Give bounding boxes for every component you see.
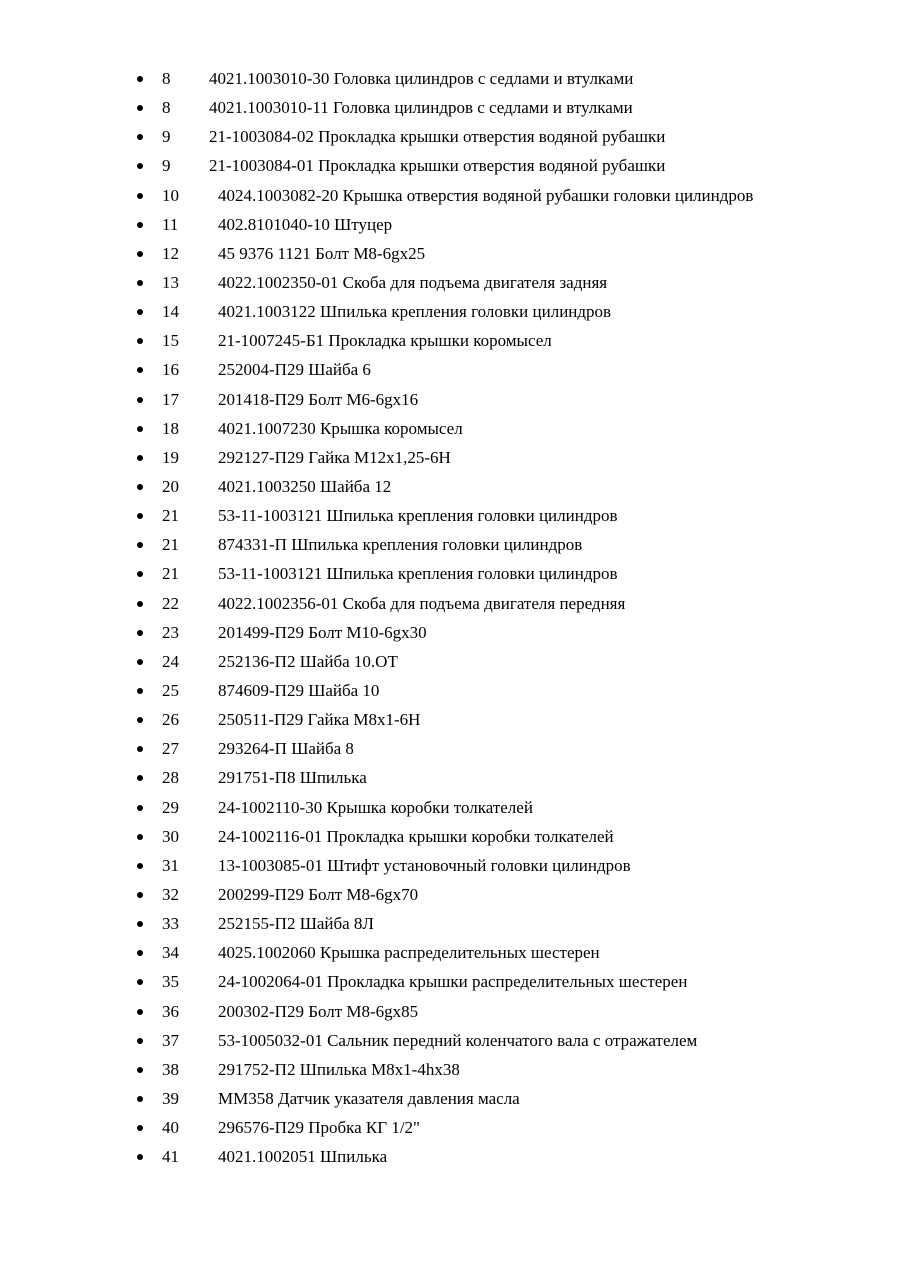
item-description: 4021.1002051 Шпилька [218,1147,388,1167]
bullet-icon [137,513,143,519]
list-item [0,676,906,705]
list-item [0,909,906,938]
item-number: 28 [162,768,179,788]
item-description: 201418-П29 Болт М6-6gх16 [218,389,419,409]
bullet-icon [137,426,143,432]
bullet-icon [137,688,143,694]
list-item [0,210,906,239]
list-item [0,414,906,443]
list-item [0,559,906,588]
list-item [0,472,906,501]
parts-list [0,64,906,1171]
item-description: 4022.1002350-01 Скоба для подъема двигателя задняя [218,272,608,292]
item-number: 23 [162,622,179,642]
list-item [0,151,906,180]
list-item [0,618,906,647]
list-item [0,1055,906,1084]
bullet-icon [137,455,143,461]
item-description: 13-1003085-01 Штифт установочный головки цилиндров [218,855,631,875]
item-description: ММ358 Датчик указателя давления масла [218,1088,520,1108]
list-item [0,967,906,996]
bullet-icon [137,746,143,752]
bullet-icon [137,775,143,781]
item-number: 8 [162,69,171,88]
item-description: 291752-П2 Шпилька М8х1-4hх38 [218,1059,460,1079]
bullet-icon [137,1096,143,1102]
bullet-icon [137,1125,143,1131]
item-description: 24-1002116-01 Прокладка крышки коробки толкателей [218,826,614,846]
list-item [0,501,906,530]
item-description: 293264-П Шайба 8 [218,739,354,759]
bullet-icon [137,367,143,373]
item-number: 21 [162,564,179,584]
list-item [0,1113,906,1142]
item-description: 874609-П29 Шайба 10 [218,680,380,700]
item-number: 19 [162,447,179,467]
item-description: 4021.1003010-11 Головка цилиндров с седлами и втулками [209,98,633,118]
item-description: 45 9376 1121 Болт М8-6gх25 [218,243,426,263]
bullet-icon [137,921,143,927]
item-description: 4024.1003082-20 Крышка отверстия водяной рубашки головки цилиндров [218,185,754,205]
bullet-icon [137,863,143,869]
item-number: 40 [162,1118,179,1138]
item-number: 10 [162,185,179,205]
item-number: 8 [162,98,171,118]
item-number: 33 [162,914,179,934]
bullet-icon [137,309,143,315]
item-number: 32 [162,884,179,904]
bullet-icon [137,1009,143,1015]
item-description: 250511-П29 Гайка М8х1-6Н [218,710,421,730]
item-number: 16 [162,360,179,380]
item-description: 53-1005032-01 Сальник передний коленчатого вала с отражателем [218,1030,698,1050]
item-description: 200299-П29 Болт М8-6gх70 [218,884,419,904]
bullet-icon [137,659,143,665]
item-number: 11 [162,214,179,234]
bullet-icon [137,76,143,82]
list-item [0,763,906,792]
bullet-icon [137,834,143,840]
list-item [0,880,906,909]
list-item [0,1142,906,1171]
bullet-icon [137,397,143,403]
list-item [0,64,906,93]
item-number: 12 [162,243,179,263]
bullet-icon [137,193,143,199]
item-number: 21 [162,535,179,555]
item-number: 35 [162,972,179,992]
bullet-icon [137,601,143,607]
item-description: 292127-П29 Гайка М12х1,25-6Н [218,447,451,467]
bullet-icon [137,717,143,723]
list-item [0,705,906,734]
item-number: 36 [162,1001,179,1021]
list-item [0,181,906,210]
list-item [0,822,906,851]
item-number: 26 [162,710,179,730]
list-item [0,1026,906,1055]
list-item [0,443,906,472]
bullet-icon [137,950,143,956]
item-number: 9 [162,156,171,176]
list-item [0,239,906,268]
item-number: 18 [162,418,179,438]
bullet-icon [137,1038,143,1044]
bullet-icon [137,163,143,169]
item-number: 39 [162,1088,179,1108]
item-description: 874331-П Шпилька крепления головки цилиндров [218,535,583,555]
list-item [0,530,906,559]
item-description: 24-1002064-01 Прокладка крышки распределительных шестерен [218,972,688,992]
bullet-icon [137,1067,143,1073]
list-item [0,589,906,618]
item-description: 296576-П29 Пробка КГ 1/2" [218,1118,420,1138]
item-description: 252136-П2 Шайба 10.ОТ [218,651,398,671]
item-description: 4025.1002060 Крышка распределительных шестерен [218,943,600,963]
item-description: 252155-П2 Шайба 8Л [218,914,374,934]
item-number: 38 [162,1059,179,1079]
item-number: 17 [162,389,179,409]
bullet-icon [137,105,143,111]
list-item [0,647,906,676]
item-description: 201499-П29 Болт М10-6gх30 [218,622,427,642]
item-number: 9 [162,127,171,147]
list-item [0,93,906,122]
item-description: 21-1003084-01 Прокладка крышки отверстия водяной рубашки [209,156,666,176]
list-item [0,268,906,297]
bullet-icon [137,979,143,985]
item-description: 4021.1003250 Шайба 12 [218,476,392,496]
item-number: 29 [162,797,179,817]
list-item [0,297,906,326]
bullet-icon [137,222,143,228]
list-item [0,385,906,414]
bullet-icon [137,892,143,898]
bullet-icon [137,571,143,577]
bullet-icon [137,251,143,257]
item-description: 252004-П29 Шайба 6 [218,360,371,380]
list-item [0,1084,906,1113]
list-item [0,734,906,763]
bullet-icon [137,484,143,490]
item-description: 4022.1002356-01 Скоба для подъема двигателя передняя [218,593,626,613]
item-number: 13 [162,272,179,292]
list-item [0,938,906,967]
item-number: 30 [162,826,179,846]
list-item [0,997,906,1026]
item-number: 41 [162,1147,179,1167]
item-number: 14 [162,302,179,322]
item-number: 15 [162,331,179,351]
item-description: 4021.1003010-30 Головка цилиндров с седлами и втулками [209,69,634,88]
bullet-icon [137,134,143,140]
item-number: 21 [162,506,179,526]
item-description: 21-1003084-02 Прокладка крышки отверстия водяной рубашки [209,127,666,147]
item-description: 402.8101040-10 Штуцер [218,214,393,234]
item-number: 31 [162,855,179,875]
list-item [0,851,906,880]
bullet-icon [137,338,143,344]
item-number: 20 [162,476,179,496]
item-number: 24 [162,651,179,671]
item-description: 200302-П29 Болт М8-6gх85 [218,1001,419,1021]
list-item [0,326,906,355]
list-item [0,122,906,151]
item-description: 4021.1003122 Шпилька крепления головки цилиндров [218,302,612,322]
item-description: 21-1007245-Б1 Прокладка крышки коромысел [218,331,552,351]
item-number: 34 [162,943,179,963]
bullet-icon [137,280,143,286]
bullet-icon [137,805,143,811]
item-number: 37 [162,1030,179,1050]
item-number: 27 [162,739,179,759]
bullet-icon [137,1154,143,1160]
list-item [0,355,906,384]
item-description: 4021.1007230 Крышка коромысел [218,418,463,438]
bullet-icon [137,630,143,636]
item-description: 291751-П8 Шпилька [218,768,367,788]
item-description: 53-11-1003121 Шпилька крепления головки цилиндров [218,506,618,526]
bullet-icon [137,542,143,548]
item-number: 22 [162,593,179,613]
item-number: 25 [162,680,179,700]
item-description: 24-1002110-30 Крышка коробки толкателей [218,797,533,817]
item-description: 53-11-1003121 Шпилька крепления головки цилиндров [218,564,618,584]
list-item [0,793,906,822]
